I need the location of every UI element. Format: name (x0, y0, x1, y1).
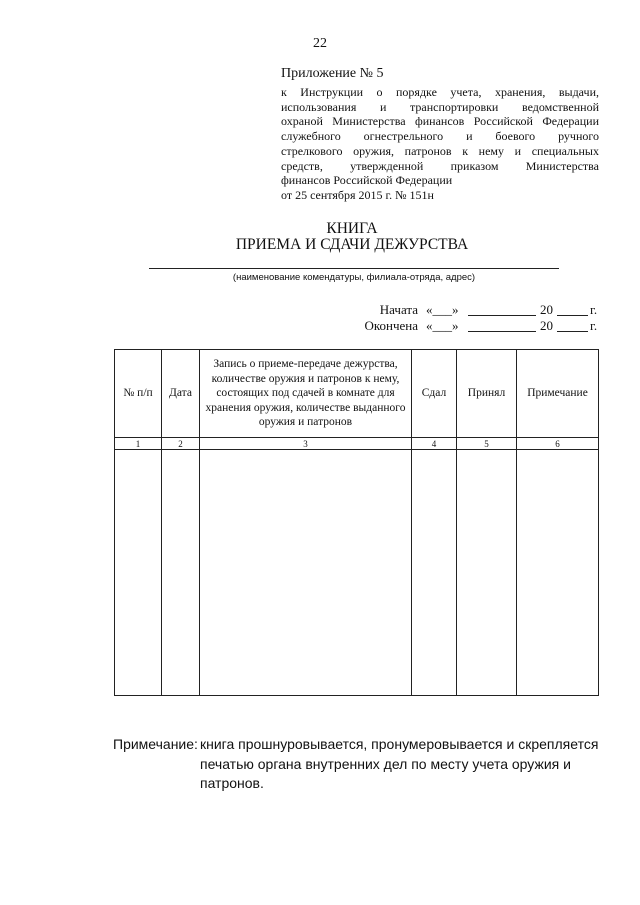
appendix-line: стрелкового оружия, патронов к нему и специальных (281, 143, 599, 158)
table-cell (115, 450, 162, 696)
book-title: КНИГА (326, 220, 378, 237)
table-row (115, 450, 599, 696)
book-subtitle: ПРИЕМА И СДАЧИ ДЕЖУРСТВА (235, 236, 469, 253)
ended-day-field: «___» (426, 318, 459, 333)
started-label: Начата (379, 302, 418, 317)
table-cell (517, 450, 599, 696)
started-year-suffix: г. (590, 302, 598, 317)
started-year-field (557, 302, 588, 316)
table-cell (162, 450, 200, 696)
column-header-number: № п/п (115, 350, 162, 438)
organization-name-line (149, 268, 559, 269)
ended-year-suffix: г. (590, 318, 598, 333)
ended-label: Окончена (364, 318, 418, 333)
page-number: 22 (313, 36, 327, 51)
column-number: 5 (457, 438, 517, 450)
started-day-field: «___» (426, 302, 459, 317)
ended-month-field (468, 318, 536, 332)
column-header-handed-over: Сдал (412, 350, 457, 438)
appendix-line: к Инструкции о порядке учета, хранения, выдачи, (281, 85, 599, 99)
column-number-row (115, 438, 599, 450)
footnote-text (200, 735, 600, 794)
column-number: 2 (162, 438, 200, 450)
appendix-line: охраной Министерства финансов Российской Федерации (281, 114, 599, 129)
appendix-title: Приложение № 5 (281, 66, 384, 81)
footnote-label: Примечание: (113, 736, 198, 752)
started-year-prefix: 20 (540, 302, 553, 317)
table-cell (200, 450, 412, 696)
organization-caption: (наименование комендатуры, филиала-отряда, адрес) (232, 272, 476, 283)
column-header-date: Дата (162, 350, 200, 438)
column-header-note: Примечание (517, 350, 599, 438)
appendix-line: служебного огнестрельного и боевого ручного (281, 129, 599, 144)
footnote-line: патронов. (200, 775, 264, 791)
footnote-line: печатью органа внутренних дел по месту учета оружия и (200, 755, 571, 772)
table-header-row (115, 350, 599, 438)
appendix-line: от 25 сентября 2015 г. № 151н (281, 187, 434, 202)
column-number: 4 (412, 438, 457, 450)
column-header-record: Запись о приеме-передаче дежурства, количестве оружия и патронов к нему, состоящих под сдачей в комнате для хранения оружия, количестве выданного оружия и патронов (200, 350, 412, 438)
column-header-accepted: Принял (457, 350, 517, 438)
table-cell (412, 450, 457, 696)
appendix-reference (281, 85, 599, 203)
duty-log-table (114, 349, 599, 696)
ended-year-field (557, 318, 588, 332)
appendix-line: использования и транспортировки ведомственной (281, 99, 599, 114)
appendix-line: средств, утвержденной приказом Министерства (281, 158, 599, 173)
column-number: 6 (517, 438, 599, 450)
started-month-field (468, 302, 536, 316)
table-cell (457, 450, 517, 696)
appendix-line: финансов Российской Федерации (281, 173, 453, 188)
column-number: 1 (115, 438, 162, 450)
ended-year-prefix: 20 (540, 318, 553, 333)
footnote-line: книга прошнуровывается, пронумеровывается и скрепляется (200, 736, 599, 752)
column-number: 3 (200, 438, 412, 450)
